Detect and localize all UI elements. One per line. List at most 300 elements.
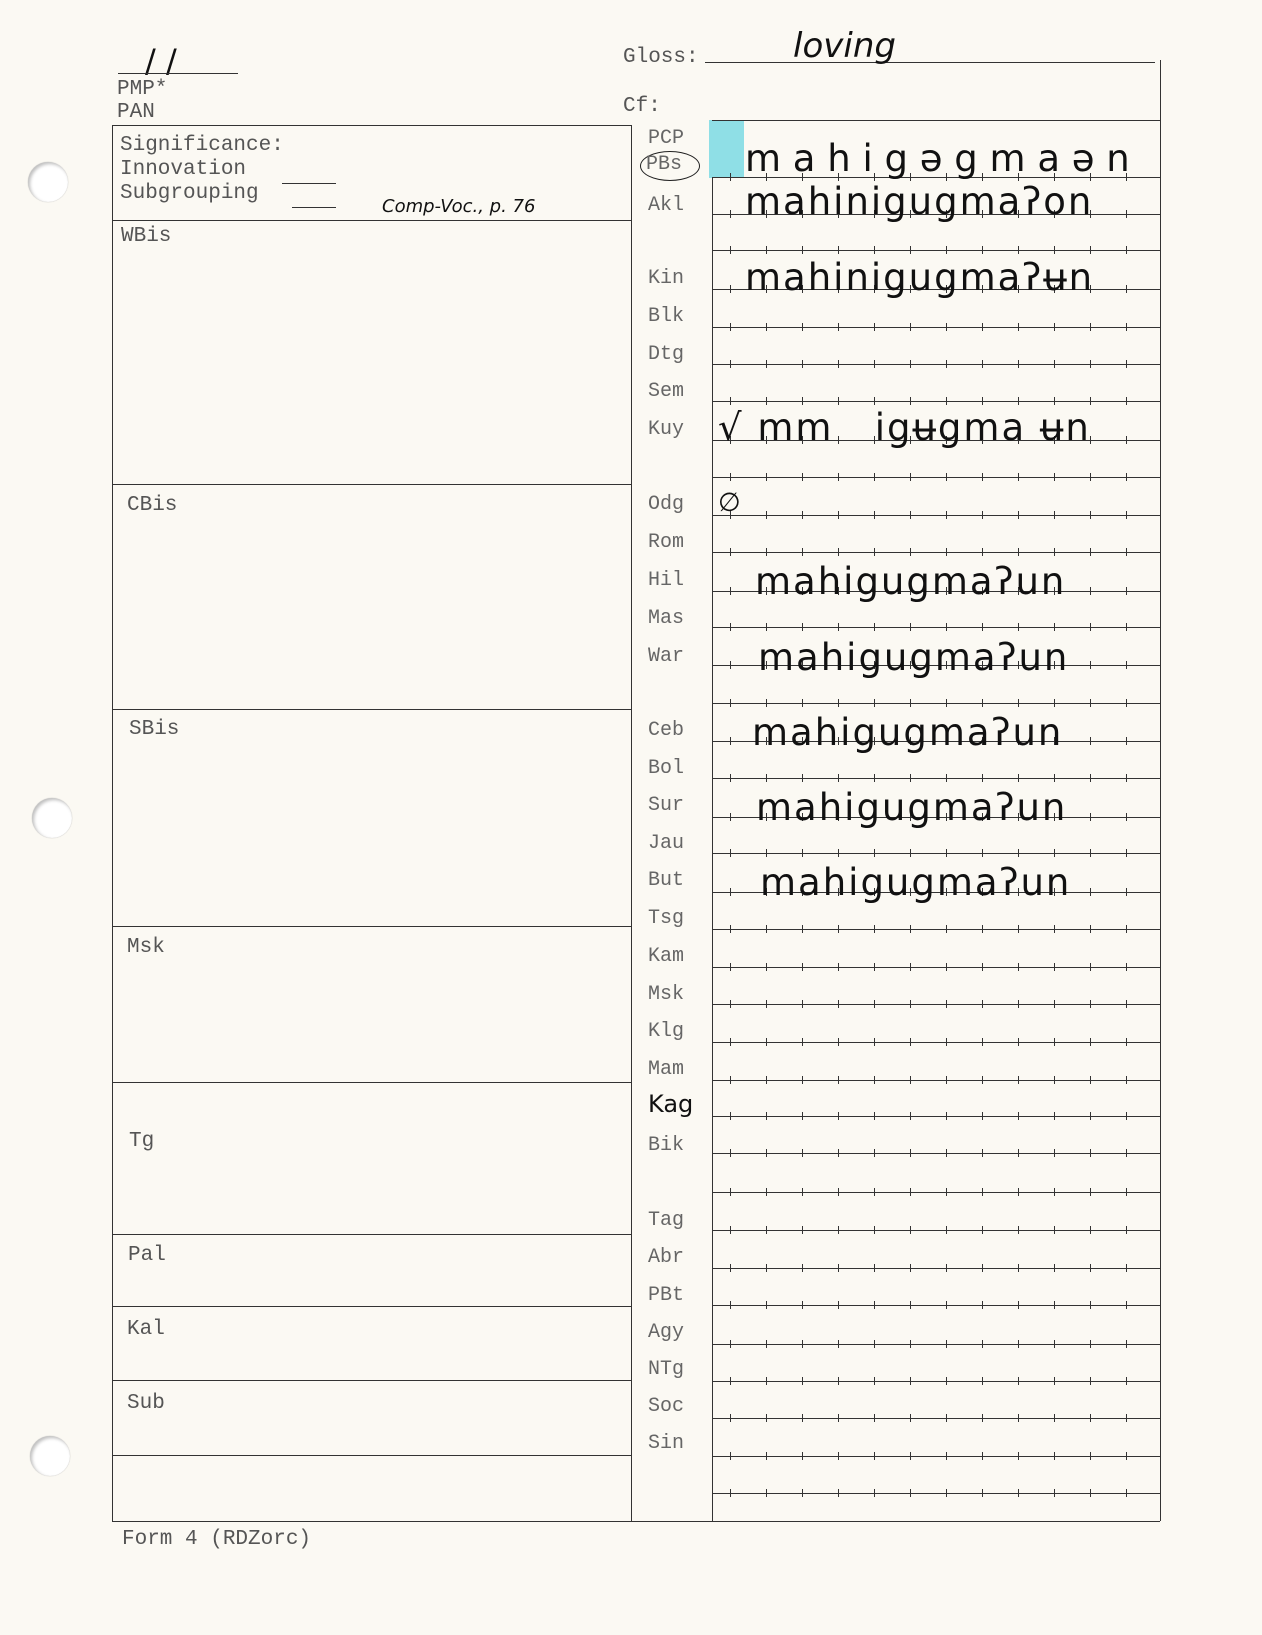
group-label-msk: Msk [127,936,165,959]
entry-tick [1018,1038,1019,1046]
entry-but: mahigugmaʔun [760,861,1072,904]
entry-tick [1126,246,1127,254]
entry-tick [838,699,839,707]
entry-tick [730,1112,731,1120]
entry-tick [802,925,803,933]
entry-tick [910,1489,911,1497]
entry-tick [1126,888,1127,896]
entry-tick [1054,1000,1055,1008]
entry-tick [910,1226,911,1234]
entry-tick [1018,699,1019,707]
entry-tick [910,360,911,368]
entry-tick [730,1452,731,1460]
entry-tick [730,849,731,857]
entry-tick [766,925,767,933]
lang-label-abr: Abr [648,1246,685,1269]
entry-tick [874,1149,875,1157]
entry-tick [1018,548,1019,556]
entry-tick [946,1377,947,1385]
entry-tick [1090,360,1091,368]
lang-label-pbs: PBs [646,153,683,176]
entry-tick [766,473,767,481]
entry-tick [982,246,983,254]
group-label-pal: Pal [128,1244,166,1267]
entry-tick [1090,1340,1091,1348]
entry-tick [838,548,839,556]
frame-top [112,125,631,126]
entry-tick [766,1000,767,1008]
entry-tick [730,888,731,896]
entry-tick [1054,1452,1055,1460]
entry-tick [874,1112,875,1120]
entry-akl: mahinigugmaʔon [745,180,1094,223]
entry-tick [946,1112,947,1120]
lang-label-kin: Kin [648,267,685,290]
entry-tick [1090,623,1091,631]
entry-tick [946,1000,947,1008]
entry-tick [946,623,947,631]
entry-tick [1090,1076,1091,1084]
entry-tick [910,699,911,707]
entry-tick [1018,360,1019,368]
entry-tick [1126,1377,1127,1385]
entry-rule [712,250,1160,251]
entry-tick [910,925,911,933]
entry-tick [1018,1489,1019,1497]
entry-tick [1126,1340,1127,1348]
entry-rule [712,1381,1160,1382]
entry-tick [802,623,803,631]
entry-tick [1126,1489,1127,1497]
entry-tick [730,699,731,707]
entry-tick [766,1038,767,1046]
entry-rule [712,853,1160,854]
entry-tick [874,323,875,331]
entry-rule [712,778,1160,779]
group-label-sub: Sub [127,1392,165,1415]
entry-tick [946,1149,947,1157]
entry-tick [1018,1188,1019,1196]
entry-tick [910,1188,911,1196]
entry-tick [730,925,731,933]
entry-rule [712,401,1160,402]
entry-tick [982,1414,983,1422]
entry-tick [1090,1149,1091,1157]
entry-tick [1018,1264,1019,1272]
entry-odg: ∅ [718,488,743,518]
group-separator [112,1234,631,1235]
entry-tick [910,1301,911,1309]
entry-tick [982,397,983,405]
entry-tick [1126,774,1127,782]
entry-kuy: √ mm igʉgma ʉn [718,406,1091,449]
gloss-label: Gloss: [623,46,699,69]
entry-tick [982,1112,983,1120]
entry-tick [802,1264,803,1272]
entry-tick [1018,1226,1019,1234]
entry-tick [802,963,803,971]
entry-tick [730,1489,731,1497]
entry-tick [838,1149,839,1157]
entry-tick [1090,1377,1091,1385]
entry-tick [910,511,911,519]
entry-tick [982,1301,983,1309]
entry-tick [1126,323,1127,331]
entry-tick [730,285,731,293]
entry-tick [838,1414,839,1422]
entry-tick [1054,1038,1055,1046]
entry-kin: mahinigugmaʔʉn [745,256,1095,299]
lang-label-mam: Mam [648,1058,685,1081]
entry-tick [1090,323,1091,331]
entry-tick [982,1226,983,1234]
entry-tick [910,1149,911,1157]
entry-rule [712,327,1160,328]
entry-tick [730,1340,731,1348]
entry-tick [730,661,731,669]
entry-tick [838,511,839,519]
lang-label-kag: Kag [648,1090,694,1118]
entry-tick [874,963,875,971]
entry-tick [730,963,731,971]
entry-tick [802,1038,803,1046]
entry-tick [730,623,731,631]
entry-tick [982,473,983,481]
entry-tick [766,1226,767,1234]
entry-tick [802,1000,803,1008]
entry-tick [1090,888,1091,896]
date-slashes: / / [145,42,177,80]
entry-tick [766,1076,767,1084]
entry-tick [946,511,947,519]
entry-tick [1090,1226,1091,1234]
entry-rule [712,1230,1160,1231]
entry-tick [1126,548,1127,556]
entry-tick [1090,699,1091,707]
entry-tick [982,623,983,631]
entry-tick [730,246,731,254]
entry-tick [730,1000,731,1008]
entry-tick [982,548,983,556]
entry-tick [838,1340,839,1348]
entry-tick [730,210,731,218]
lang-label-sur: Sur [648,794,685,817]
entry-tick [946,1264,947,1272]
entry-tick [982,1377,983,1385]
lang-label-pcp: PCP [648,127,685,150]
entry-tick [1018,246,1019,254]
entry-tick [838,1377,839,1385]
entry-tick [838,963,839,971]
entry-tick [1090,963,1091,971]
entry-tick [874,925,875,933]
entry-tick [1126,397,1127,405]
entry-tick [946,360,947,368]
gloss-underline [705,62,1155,63]
entry-tick [982,1076,983,1084]
group-label-cbis: CBis [127,494,178,517]
entry-tick [946,1038,947,1046]
entry-tick [802,1340,803,1348]
group-separator [112,709,631,710]
entry-tick [1126,473,1127,481]
lang-label-mas: Mas [648,607,685,630]
entry-rule [712,1116,1160,1117]
lang-label-odg: Odg [648,493,685,516]
lang-label-jau: Jau [648,832,685,855]
entry-rule [712,1344,1160,1345]
entry-tick [1054,1226,1055,1234]
entry-tick [1054,511,1055,519]
entry-tick [1054,623,1055,631]
entry-tick [910,1038,911,1046]
entry-tick [838,1489,839,1497]
entry-tick [766,1112,767,1120]
entry-tick [802,360,803,368]
entry-pbs: m a h i g ə g m a ə n [745,137,1130,180]
entry-tick [730,548,731,556]
entry-tick [838,774,839,782]
entry-war: mahigugmaʔun [758,636,1070,679]
lang-label-agy: Agy [648,1321,685,1344]
entry-tick [802,1188,803,1196]
entry-tick [802,1414,803,1422]
significance-title: Significance: [120,134,284,157]
entry-tick [910,1076,911,1084]
entry-tick [838,1188,839,1196]
significance-bottom [112,220,631,221]
entry-tick [802,1076,803,1084]
entry-tick [766,548,767,556]
entry-tick [1126,1452,1127,1460]
entry-tick [730,1076,731,1084]
entry-tick [1126,436,1127,444]
entry-tick [982,511,983,519]
entry-tick [766,1188,767,1196]
entry-tick [1018,323,1019,331]
entry-tick [910,548,911,556]
lang-label-msk: Msk [648,983,685,1006]
entry-tick [874,1076,875,1084]
entry-tick [1054,1149,1055,1157]
entry-tick [802,1149,803,1157]
entry-tick [982,963,983,971]
entry-tick [730,1149,731,1157]
entry-tick [874,774,875,782]
entry-tick [910,1452,911,1460]
entry-tick [1090,587,1091,595]
entry-tick [1018,1076,1019,1084]
entry-tick [1054,774,1055,782]
entry-tick [874,397,875,405]
entry-tick [946,1188,947,1196]
entry-tick [874,1489,875,1497]
entry-rule [712,364,1160,365]
entry-tick [838,1226,839,1234]
entry-tick [1090,1489,1091,1497]
entry-tick [946,1340,947,1348]
entry-tick [730,737,731,745]
entry-tick [874,1377,875,1385]
entry-tick [730,173,731,181]
entry-rule [712,1080,1160,1081]
entry-tick [802,1226,803,1234]
innovation-blank [282,183,336,184]
entry-tick [874,1452,875,1460]
entry-tick [1126,1000,1127,1008]
entry-tick [802,323,803,331]
entry-tick [1126,849,1127,857]
entry-tick [802,397,803,405]
entry-tick [910,623,911,631]
entry-tick [946,246,947,254]
entry-tick [766,1149,767,1157]
entry-tick [1018,473,1019,481]
entry-tick [730,1038,731,1046]
entry-tick [838,849,839,857]
entry-tick [946,1076,947,1084]
pmp-label: PMP* [117,78,168,101]
group-separator [112,1082,631,1083]
entry-tick [1018,1452,1019,1460]
entry-tick [1090,661,1091,669]
lang-label-war: War [648,645,685,668]
entry-tick [730,360,731,368]
cf-label: Cf: [623,95,661,118]
entry-tick [1018,963,1019,971]
entry-tick [1054,963,1055,971]
significance-note: Comp-Voc., p. 76 [382,196,536,217]
entry-tick [1018,511,1019,519]
group-label-kal: Kal [127,1318,165,1341]
entry-tick [766,246,767,254]
entry-tick [730,1414,731,1422]
lang-label-bik: Bik [648,1134,685,1157]
frame-bottom [112,1521,1160,1522]
lang-label-pbt: PBt [648,1284,685,1307]
lang-label-kuy: Kuy [648,418,685,441]
entry-tick [874,1264,875,1272]
entry-tick [1018,1377,1019,1385]
entry-tick [1126,1076,1127,1084]
entry-tick [1054,473,1055,481]
entry-tick [982,1264,983,1272]
entry-tick [766,323,767,331]
entry-tick [1054,1188,1055,1196]
entry-tick [1018,1340,1019,1348]
entry-tick [946,925,947,933]
entry-tick [838,623,839,631]
entry-tick [730,587,731,595]
entry-rule [712,1268,1160,1269]
entry-tick [730,1188,731,1196]
entry-tick [946,548,947,556]
entry-tick [982,1000,983,1008]
entry-tick [1018,849,1019,857]
entry-tick [1126,1226,1127,1234]
entry-tick [910,323,911,331]
entry-tick [946,849,947,857]
entry-tick [802,473,803,481]
entry-tick [1126,737,1127,745]
entry-hil: mahigugmaʔun [755,560,1067,603]
entry-tick [1090,849,1091,857]
entry-tick [1054,323,1055,331]
entry-tick [1090,1452,1091,1460]
entry-rule [712,515,1160,516]
entry-tick [1126,1149,1127,1157]
group-separator [112,1455,631,1456]
entry-tick [1126,925,1127,933]
entry-tick [1090,1264,1091,1272]
entry-tick [946,397,947,405]
entry-tick [874,548,875,556]
entry-tick [1090,774,1091,782]
innovation-label: Innovation [120,158,247,181]
entry-tick [946,1226,947,1234]
entry-tick [838,1000,839,1008]
entry-tick [1018,1000,1019,1008]
entry-tick [1126,1301,1127,1309]
entry-tick [1090,1414,1091,1422]
entry-tick [910,1112,911,1120]
entry-tick [730,1377,731,1385]
entry-tick [982,925,983,933]
entry-tick [838,323,839,331]
entry-tick [730,473,731,481]
entry-tick [1126,511,1127,519]
entry-tick [730,397,731,405]
entry-tick [766,1340,767,1348]
group-separator [112,926,631,927]
entry-top-rule [712,120,1160,121]
entry-tick [982,1149,983,1157]
entry-rule [712,1192,1160,1193]
entry-tick [1054,699,1055,707]
entry-tick [1126,1112,1127,1120]
entry-tick [910,397,911,405]
pan-label: PAN [117,101,155,124]
entry-tick [1126,360,1127,368]
entry-tick [766,849,767,857]
entry-tick [1126,1188,1127,1196]
entry-tick [1090,1000,1091,1008]
entry-tick [982,849,983,857]
entry-tick [802,849,803,857]
entry-tick [1126,699,1127,707]
entry-rule [712,1418,1160,1419]
entry-tick [1018,1301,1019,1309]
entry-tick [946,1414,947,1422]
group-separator [112,484,631,485]
entry-tick [802,548,803,556]
date-underline [118,73,238,74]
entry-sur: mahigugmaʔun [756,786,1068,829]
entry-tick [802,1452,803,1460]
entry-tick [910,1414,911,1422]
entry-tick [1090,737,1091,745]
entry-tick [910,1340,911,1348]
entry-tick [766,963,767,971]
entry-tick [982,699,983,707]
entry-tick [1018,1112,1019,1120]
entry-tick [1090,1188,1091,1196]
gloss-value: loving [793,26,896,66]
entry-tick [766,1377,767,1385]
lang-label-tsg: Tsg [648,907,685,930]
entry-tick [874,473,875,481]
entry-tick [982,1489,983,1497]
